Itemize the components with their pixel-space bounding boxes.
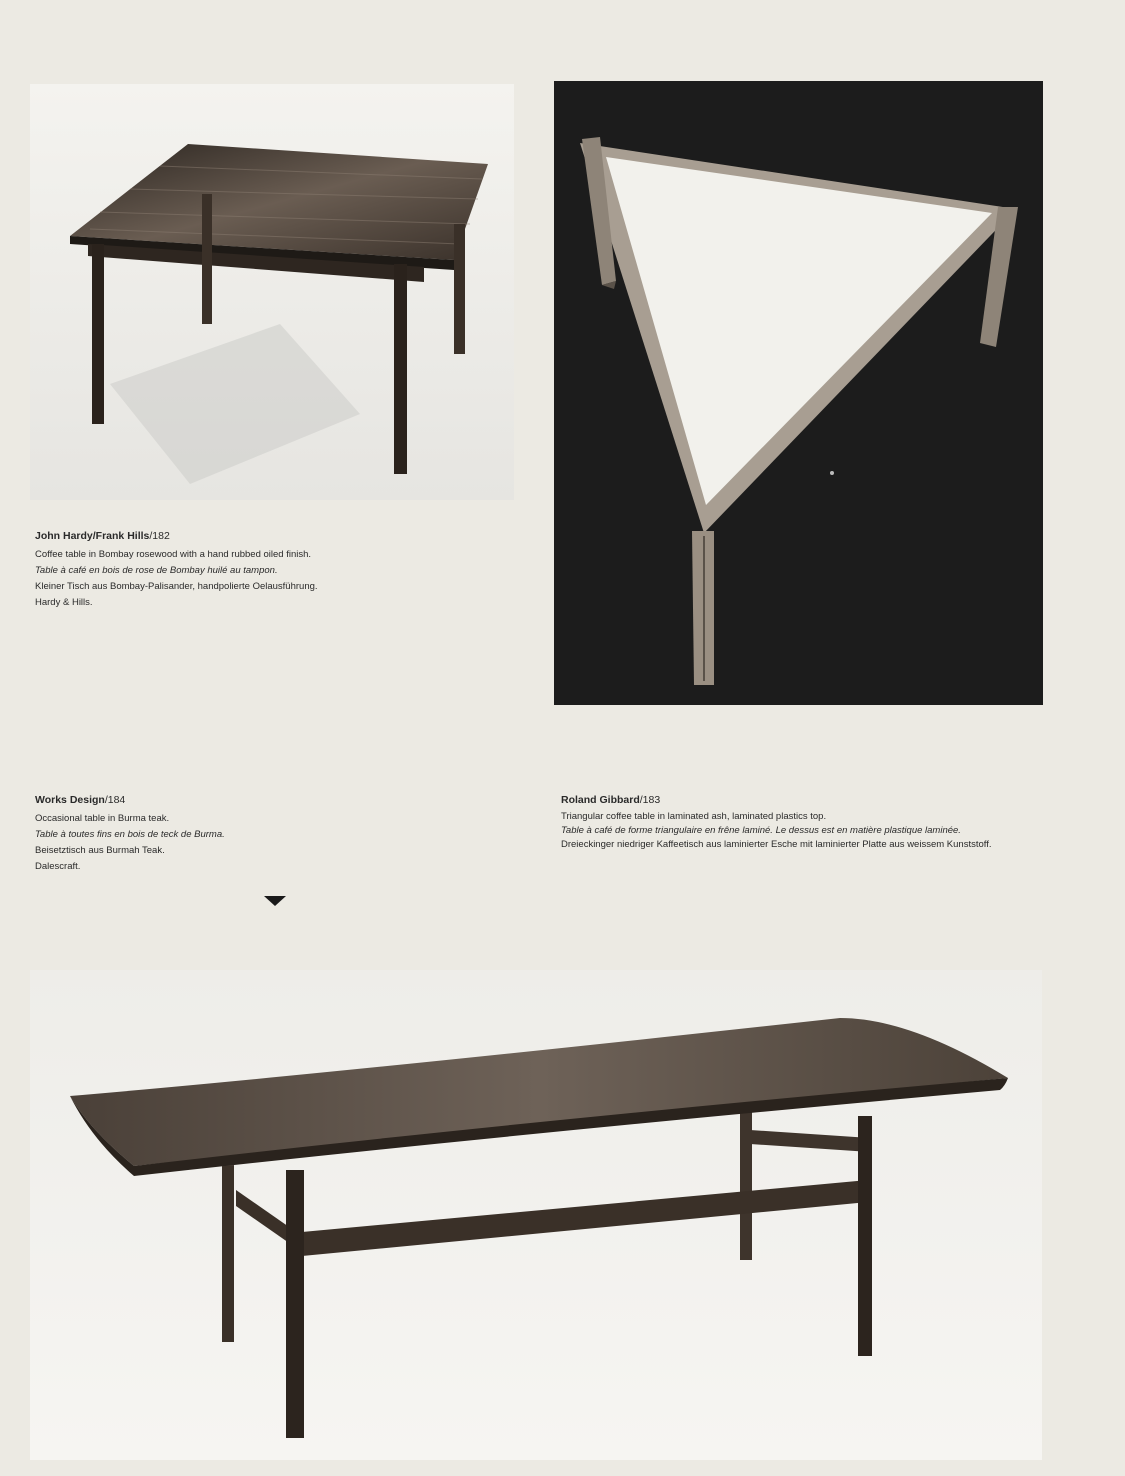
caption-hardy [35,528,455,611]
works-maker: Dalescraft. [35,861,81,872]
pointer-down-icon [264,896,286,906]
works-designer: Works Design [35,794,105,806]
hardy-maker: Hardy & Hills. [35,597,93,608]
works-number: /184 [104,794,126,806]
square-table-illustration [30,84,514,500]
triangular-table-illustration [554,81,1043,705]
long-table-illustration [30,970,1042,1460]
caption-gibbard [561,792,1043,853]
caption-gibbard-title [561,792,1043,808]
works-desc-en: Occasional table in Burma teak. [35,813,170,824]
hardy-designer: John Hardy/Frank Hills [35,530,150,542]
works-desc-de: Beisetztisch aus Burmah Teak. [35,845,165,856]
photo-works-table [30,970,1042,1460]
caption-works-title [35,792,335,808]
photo-gibbard-table [554,81,1043,705]
works-desc-fr: Table à toutes fins en bois de teck de Burma. [35,829,225,840]
gibbard-desc-de: Dreieckinger niedriger Kaffeetisch aus laminierter Esche mit laminierter Platte aus weissem Kunststoff. [561,839,992,850]
gibbard-designer: Roland Gibbard [561,794,640,806]
hardy-desc-en: Coffee table in Bombay rosewood with a hand rubbed oiled finish. [35,549,312,560]
hardy-desc-de: Kleiner Tisch aus Bombay-Palisander, handpolierte Oelausführung. [35,581,318,592]
gibbard-desc-en: Triangular coffee table in laminated ash, laminated plastics top. [561,811,827,822]
gibbard-number: /183 [639,794,661,806]
caption-works [35,792,335,875]
gibbard-desc-fr: Table à café de forme triangulaire en frêne laminé. Le dessus est en matière plastique laminée. [561,825,961,836]
hardy-number: /182 [149,530,170,542]
caption-hardy-title [35,528,455,544]
hardy-desc-fr: Table à café en bois de rose de Bombay huilé au tampon. [35,565,278,576]
photo-hardy-table [30,84,514,500]
